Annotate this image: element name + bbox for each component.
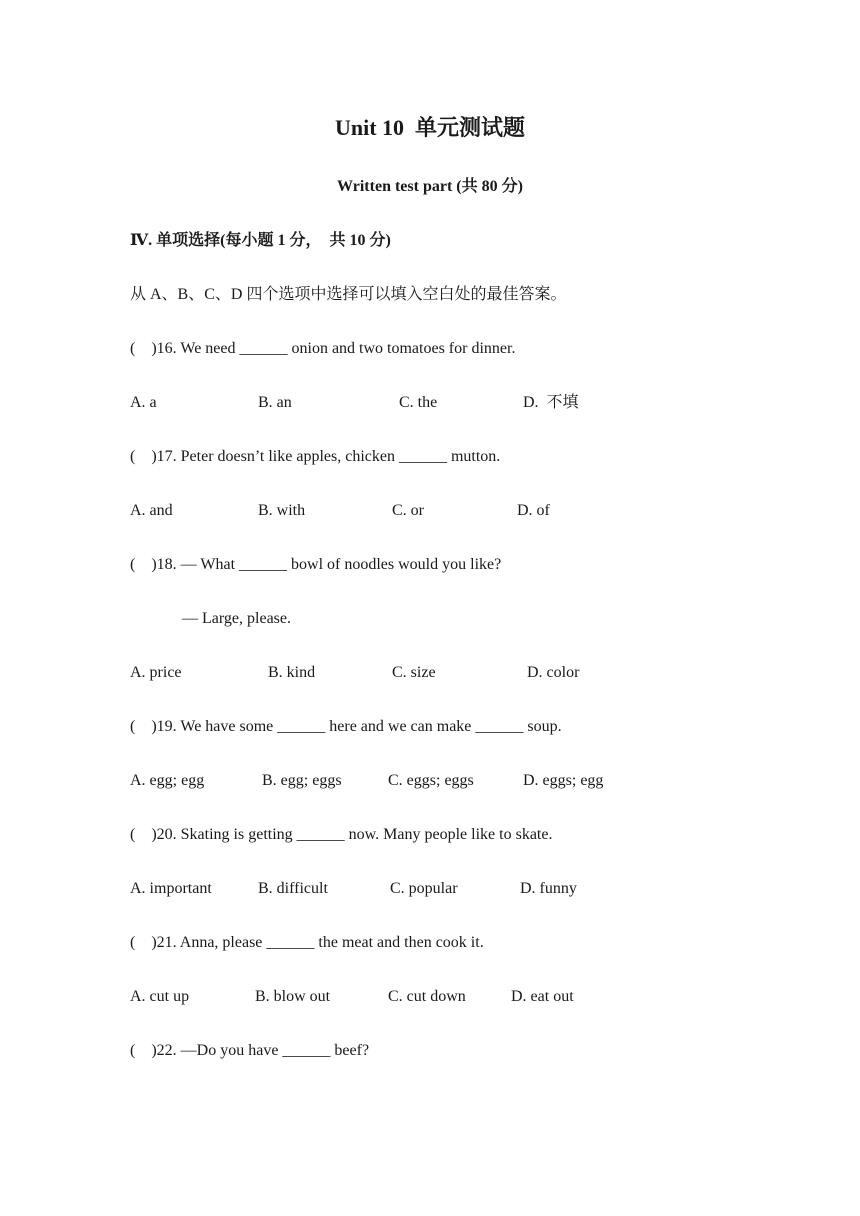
question-stem: ( )16. We need ______ onion and two tomatoes for dinner. bbox=[130, 340, 516, 357]
option-a: A. important bbox=[130, 880, 212, 897]
option-b: B. an bbox=[258, 394, 292, 411]
option-a: A. a bbox=[130, 394, 157, 411]
option-c: C. eggs; eggs bbox=[388, 772, 474, 789]
option-a: A. egg; egg bbox=[130, 772, 205, 789]
question-stem: ( )18. — What ______ bowl of noodles would you like? bbox=[130, 556, 502, 573]
question-reply: — Large, please. bbox=[182, 610, 291, 627]
option-d: D. eggs; egg bbox=[523, 772, 604, 789]
option-d: D. eat out bbox=[511, 988, 574, 1005]
option-d: D. of bbox=[517, 502, 550, 519]
option-a: A. and bbox=[130, 502, 173, 519]
question-stem: ( )19. We have some ______ here and we can make ______ soup. bbox=[130, 718, 562, 735]
question-stem: ( )22. —Do you have ______ beef? bbox=[130, 1042, 370, 1059]
page-title: Unit 10 单元测试题 bbox=[334, 115, 526, 140]
option-d: D. funny bbox=[520, 880, 577, 897]
option-b: B. blow out bbox=[255, 988, 331, 1005]
option-b: B. with bbox=[258, 502, 306, 519]
option-b: B. difficult bbox=[258, 880, 328, 897]
option-a: A. cut up bbox=[130, 988, 190, 1005]
page-subtitle: Written test part (共 80 分) bbox=[337, 178, 523, 195]
option-b: B. kind bbox=[268, 664, 316, 681]
option-a: A. price bbox=[130, 664, 182, 681]
option-c: C. the bbox=[399, 394, 438, 411]
option-d: D. 不填 bbox=[523, 394, 579, 411]
option-c: C. popular bbox=[390, 880, 458, 897]
question-stem: ( )21. Anna, please ______ the meat and then cook it. bbox=[130, 934, 484, 951]
option-b: B. egg; eggs bbox=[262, 772, 342, 789]
option-c: C. size bbox=[392, 664, 436, 681]
option-d: D. color bbox=[527, 664, 580, 681]
instruction-text: 从 A、B、C、D 四个选项中选择可以填入空白处的最佳答案。 bbox=[130, 286, 567, 303]
option-c: C. or bbox=[392, 502, 424, 519]
question-stem: ( )17. Peter doesn’t like apples, chicken ______ mutton. bbox=[130, 448, 501, 465]
question-stem: ( )20. Skating is getting ______ now. Many people like to skate. bbox=[130, 826, 553, 843]
section-heading: Ⅳ. 单项选择(每小题 1 分， 共 10 分) bbox=[130, 232, 391, 249]
option-c: C. cut down bbox=[388, 988, 466, 1005]
